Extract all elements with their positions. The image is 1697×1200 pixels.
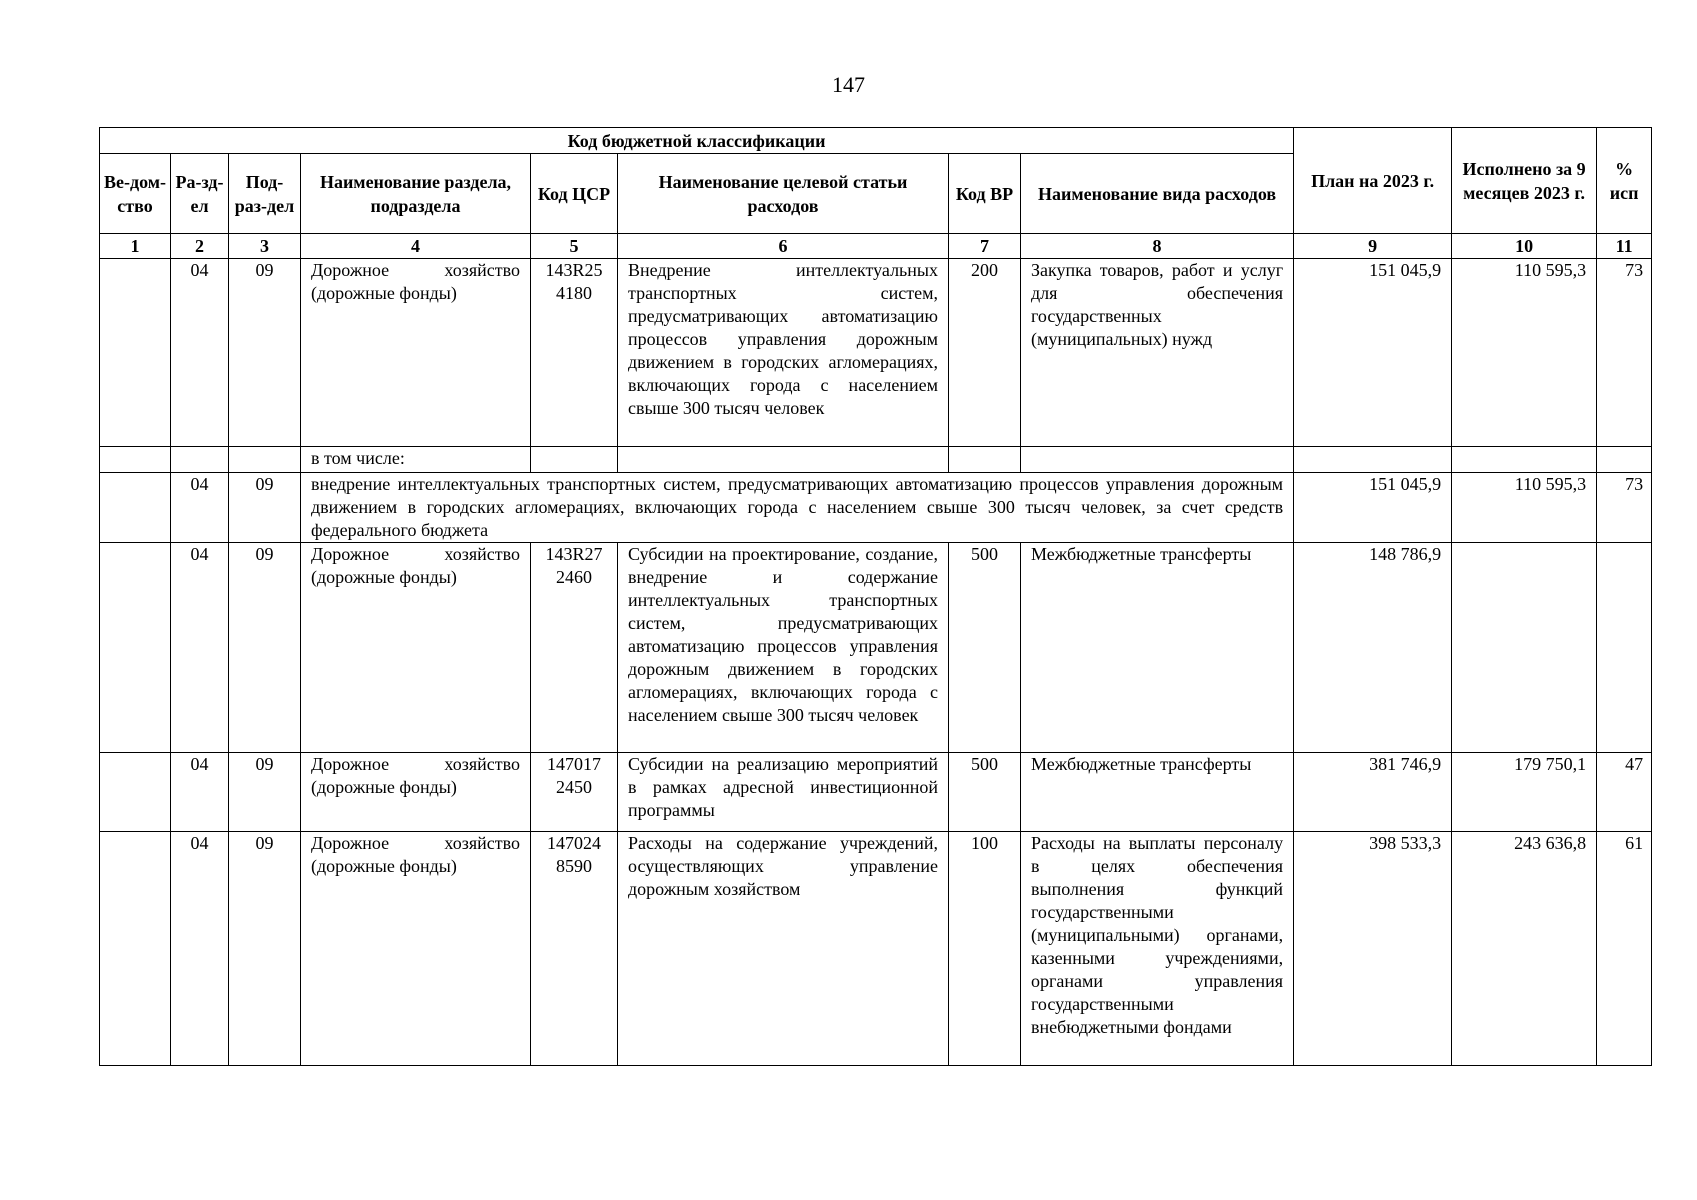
target-name-cell: Субсидии на реализацию мероприятий в рамках адресной инвестиционной программы: [618, 753, 949, 832]
csr-cell: 147017 2450: [531, 753, 618, 832]
done-header: Исполнено за 9 месяцев 2023 г.: [1452, 128, 1597, 234]
podrazdel-cell: 09: [229, 473, 301, 543]
plan-cell: 398 533,3: [1294, 832, 1452, 1066]
including-detail-row: [100, 473, 1652, 543]
column-number: 9: [1294, 234, 1452, 259]
including-label: в том числе:: [301, 447, 531, 473]
vr-cell: 500: [949, 753, 1021, 832]
column-number: 4: [301, 234, 531, 259]
vedomstvo-cell: [100, 753, 171, 832]
razdel-cell: 04: [171, 753, 229, 832]
percent-cell: 73: [1597, 473, 1652, 543]
vr-name-header: Наименование вида расходов: [1021, 154, 1294, 234]
column-number: 6: [618, 234, 949, 259]
razdel-name-header: Наименование раздела, подраздела: [301, 154, 531, 234]
column-number: 3: [229, 234, 301, 259]
target-name-cell: Расходы на содержание учреждений, осуществляющих управление дорожным хозяйством: [618, 832, 949, 1066]
done-cell: 243 636,8: [1452, 832, 1597, 1066]
target-name-header: Наименование целевой статьи расходов: [618, 154, 949, 234]
column-number: 2: [171, 234, 229, 259]
vr-name-cell: Закупка товаров, работ и услуг для обеспечения государственных (муниципальных) нужд: [1021, 259, 1294, 447]
target-name-cell: Субсидии на проектирование, создание, внедрение и содержание интеллектуальных транспортных систем, предусматривающих автоматизацию процессов управления дорожным движением в городских агломерациях, включающих города с населением свыше 300 тысяч человек: [618, 543, 949, 753]
column-number: 10: [1452, 234, 1597, 259]
target-name-cell: Внедрение интеллектуальных транспортных систем, предусматривающих автоматизацию процессов управления дорожным движением в городских агломерациях, включающих города с населением свыше 300 тысяч человек: [618, 259, 949, 447]
vr-cell: 100: [949, 832, 1021, 1066]
plan-cell: 148 786,9: [1294, 543, 1452, 753]
vedomstvo-header: Ве-дом-ство: [100, 154, 171, 234]
vr-cell: 200: [949, 259, 1021, 447]
table-row: [100, 259, 1652, 447]
table-row: [100, 832, 1652, 1066]
column-number: 8: [1021, 234, 1294, 259]
vr-cell: 500: [949, 543, 1021, 753]
podrazdel-header: Под-раз-дел: [229, 154, 301, 234]
razdel-name-cell: Дорожное хозяйство (дорожные фонды): [301, 259, 531, 447]
podrazdel-cell: 09: [229, 543, 301, 753]
plan-cell: 381 746,9: [1294, 753, 1452, 832]
vr-name-cell: Расходы на выплаты персоналу в целях обеспечения выполнения функций государственными (муниципальными) органами, казенными учреждениями, органами управления государственными внебюджетными фондами: [1021, 832, 1294, 1066]
plan-cell: 151 045,9: [1294, 473, 1452, 543]
razdel-cell: 04: [171, 832, 229, 1066]
column-numbers-row: [100, 234, 1652, 259]
table-row: [100, 543, 1652, 753]
column-number: 11: [1597, 234, 1652, 259]
percent-cell: 61: [1597, 832, 1652, 1066]
including-text: внедрение интеллектуальных транспортных систем, предусматривающих автоматизацию процессов управления дорожным движением в городских агломерациях, включающих города с населением свыше 300 тысяч человек, за счет средств федерального бюджета: [301, 473, 1294, 543]
razdel-cell: 04: [171, 543, 229, 753]
page-number: 147: [832, 72, 865, 97]
done-cell: 110 595,3: [1452, 259, 1597, 447]
done-cell: 179 750,1: [1452, 753, 1597, 832]
column-number: 5: [531, 234, 618, 259]
razdel-cell: 04: [171, 259, 229, 447]
csr-cell: 143R25 4180: [531, 259, 618, 447]
razdel-header: Ра-зд-ел: [171, 154, 229, 234]
csr-header: Код ЦСР: [531, 154, 618, 234]
csr-cell: 147024 8590: [531, 832, 618, 1066]
including-label-row: [100, 447, 1652, 473]
percent-cell: 47: [1597, 753, 1652, 832]
vr-name-cell: Межбюджетные трансферты: [1021, 543, 1294, 753]
vedomstvo-cell: [100, 832, 171, 1066]
column-number: 1: [100, 234, 171, 259]
vedomstvo-cell: [100, 259, 171, 447]
vedomstvo-cell: [100, 543, 171, 753]
razdel-name-cell: Дорожное хозяйство (дорожные фонды): [301, 832, 531, 1066]
plan-cell: 151 045,9: [1294, 259, 1452, 447]
percent-cell: 73: [1597, 259, 1652, 447]
podrazdel-cell: 09: [229, 753, 301, 832]
done-cell: [1452, 543, 1597, 753]
vr-name-cell: Межбюджетные трансферты: [1021, 753, 1294, 832]
percent-header: % исп: [1597, 128, 1652, 234]
plan-header: План на 2023 г.: [1294, 128, 1452, 234]
razdel-name-cell: Дорожное хозяйство (дорожные фонды): [301, 753, 531, 832]
done-cell: 110 595,3: [1452, 473, 1597, 543]
percent-cell: [1597, 543, 1652, 753]
razdel-name-cell: Дорожное хозяйство (дорожные фонды): [301, 543, 531, 753]
podrazdel-cell: 09: [229, 259, 301, 447]
table-row: [100, 753, 1652, 832]
podrazdel-cell: 09: [229, 832, 301, 1066]
budget-table: [99, 127, 1652, 1066]
vr-header: Код ВР: [949, 154, 1021, 234]
budget-classification-header: Код бюджетной классификации: [100, 128, 1294, 154]
razdel-cell: 04: [171, 473, 229, 543]
column-number: 7: [949, 234, 1021, 259]
csr-cell: 143R27 2460: [531, 543, 618, 753]
